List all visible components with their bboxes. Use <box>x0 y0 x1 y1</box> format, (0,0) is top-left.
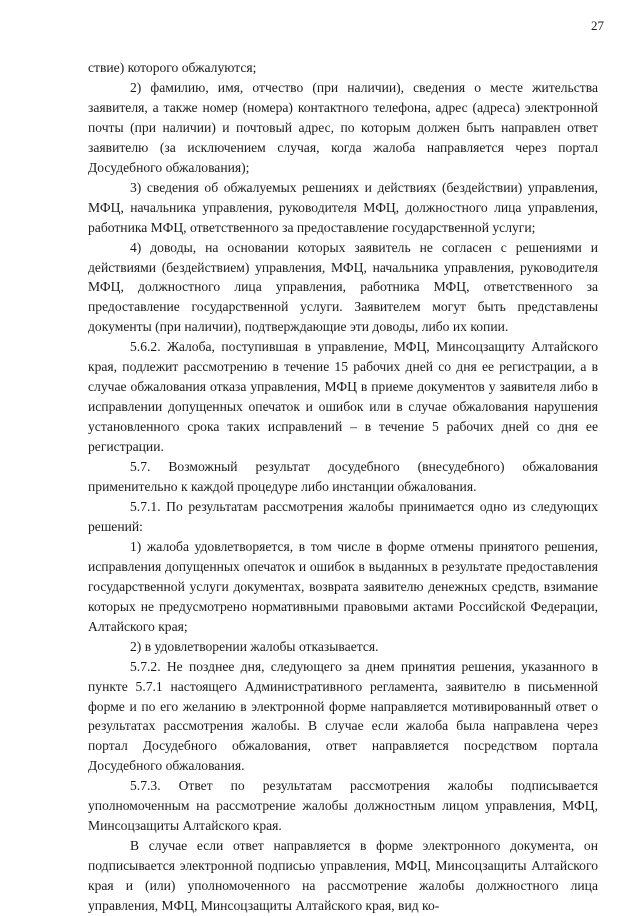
paragraph-5-7-3: 5.7.3. Ответ по результатам рассмотрения жалобы подписывается уполномоченным на рассмотрение жалобы должностным лицом управления, МФЦ, Минсоцзащиты Алтайского края. <box>88 778 598 834</box>
paragraph-item-4: 4) доводы, на основании которых заявитель не согласен с решениями и действиями (бездействием) управления, МФЦ, начальника управления, руководителя МФЦ, должностного лица управления, работника МФЦ, ответственного за предоставление государственной услуги. Заявителем могут быть представлены документы (при наличии), подтверждающие эти доводы, либо их копии. <box>88 239 598 335</box>
paragraph-decision-1: 1) жалоба удовлетворяется, в том числе в форме отмены принятого решения, исправления допущенных опечаток и ошибок в выданных в результате предоставления государственной услуги документах, возврата заявителю денежных средств, взимание которых не предусмотрено нормативными правовыми актами Российской Федерации, Алтайского края; <box>88 538 598 634</box>
paragraph-decision-2: 2) в удовлетворении жалобы отказывается. <box>130 638 379 654</box>
paragraph-item-3: 3) сведения об обжалуемых решениях и действиях (бездействии) управления, МФЦ, начальника управления, руководителя МФЦ, должностного лица управления, работника МФЦ, ответственного за предоставление государственной услуги; <box>88 179 598 235</box>
body-text <box>88 58 598 916</box>
paragraph-continuation: ствие) которого обжалуются; <box>88 60 257 75</box>
page-number: 27 <box>591 18 604 33</box>
paragraph-5-6-2: 5.6.2. Жалоба, поступившая в управление, МФЦ, Минсоцзащиту Алтайского края, подлежит рассмотрению в течение 15 рабочих дней со дня ее регистрации, а в случае обжалования отказа управления, МФЦ в приеме документов у заявителя либо в исправлении допущенных опечаток и ошибок или в случае обжалования нарушения установленного срока таких исправлений – в течение 5 рабочих дней со дня ее регистрации. <box>88 339 598 455</box>
paragraph-electronic-document: В случае если ответ направляется в форме электронного документа, он подписывается электронной подписью управления, МФЦ, Минсоцзащиты Алтайского края и (или) уполномоченного на рассмотрение жалобы должностного лица управления, МФЦ, Минсоцзащиты Алтайского края, вид ко- <box>88 838 598 914</box>
paragraph-5-7-1: 5.7.1. По результатам рассмотрения жалобы принимается одно из следующих решений: <box>88 498 598 534</box>
paragraph-5-7-2: 5.7.2. Не позднее дня, следующего за днем принятия решения, указанного в пункте 5.7.1 настоящего Административного регламента, заявителю в письменной форме и по его желанию в электронной форме направляется мотивированный ответ о результатах рассмотрения жалобы. В случае если жалоба была направлена через портал Досудебного обжалования, ответ направляется посредством портала Досудебного обжалования. <box>88 658 598 774</box>
paragraph-5-7: 5.7. Возможный результат досудебного (внесудебного) обжалования применительно к каждой процедуре либо инстанции обжалования. <box>88 459 598 495</box>
paragraph-item-2: 2) фамилию, имя, отчество (при наличии), сведения о месте жительства заявителя, а также номер (номера) контактного телефона, адрес (адреса) электронной почты (при наличии) и почтовый адрес, по которым должен быть направлен ответ заявителю (за исключением случая, когда жалоба направляется через портал Досудебного обжалования); <box>88 79 598 175</box>
